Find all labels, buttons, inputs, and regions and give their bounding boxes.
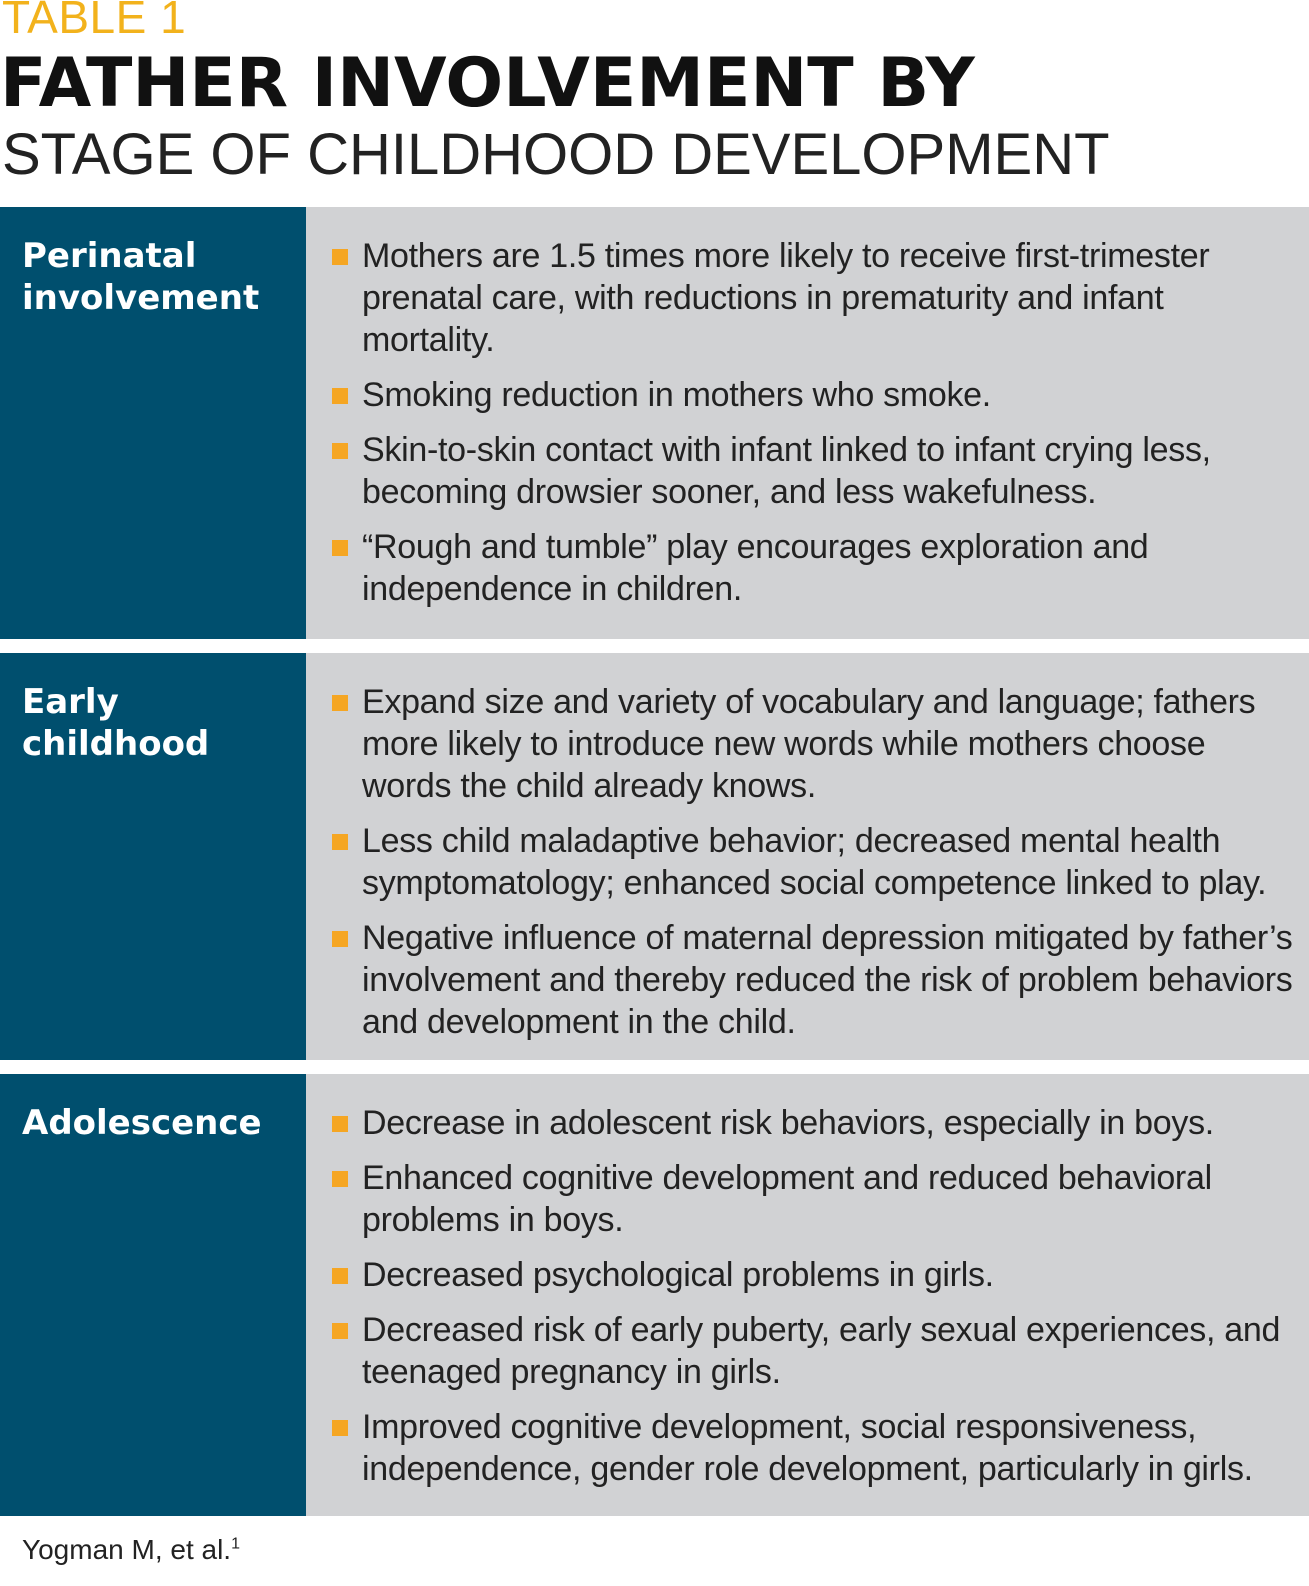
list-item	[332, 1309, 1299, 1393]
list-item-text: Decreased risk of early puberty, early sexual experiences, and teenaged pregnancy in girls.	[362, 1311, 1281, 1391]
bullet-list	[332, 1102, 1299, 1503]
list-item-text: Skin-to-skin contact with infant linked to infant crying less, becoming drowsier sooner, and less wakefulness.	[362, 431, 1211, 511]
stage-label: Adolescence	[22, 1103, 262, 1143]
bullet-list	[332, 235, 1299, 623]
square-bullet-icon	[332, 695, 348, 711]
list-item-text: Improved cognitive development, social responsiveness, independence, gender role development, particularly in girls.	[362, 1408, 1253, 1488]
content-cell	[306, 1074, 1309, 1516]
list-item	[332, 820, 1299, 904]
list-item	[332, 1254, 1299, 1296]
list-item	[332, 374, 1299, 416]
square-bullet-icon	[332, 834, 348, 850]
list-item-text: Less child maladaptive behavior; decreased mental health symptomatology; enhanced social competence linked to play.	[362, 822, 1267, 902]
square-bullet-icon	[332, 1420, 348, 1436]
list-item	[332, 1157, 1299, 1241]
citation-reference-number: 1	[231, 1535, 240, 1553]
list-item	[332, 917, 1299, 1043]
list-item	[332, 526, 1299, 610]
stage-label: Early childhood	[22, 682, 210, 764]
stage-cell	[0, 207, 306, 639]
square-bullet-icon	[332, 540, 348, 556]
bullet-list	[332, 681, 1299, 1056]
list-item-text: Smoking reduction in mothers who smoke.	[362, 376, 991, 414]
stage-cell	[0, 653, 306, 1060]
list-item-text: Mothers are 1.5 times more likely to receive first-trimester prenatal care, with reductions in prematurity and infant mortality.	[362, 237, 1210, 359]
list-item-text: Decreased psychological problems in girls.	[362, 1256, 994, 1294]
square-bullet-icon	[332, 388, 348, 404]
square-bullet-icon	[332, 249, 348, 265]
square-bullet-icon	[332, 931, 348, 947]
citation-text: Yogman M, et al.	[22, 1534, 232, 1565]
square-bullet-icon	[332, 1323, 348, 1339]
table-title: FATHER INVOLVEMENT BY	[0, 44, 975, 123]
square-bullet-icon	[332, 443, 348, 459]
list-item	[332, 681, 1299, 807]
stage-label: Perinatal involvement	[22, 236, 260, 318]
content-cell	[306, 653, 1309, 1060]
stage-cell	[0, 1074, 306, 1516]
square-bullet-icon	[332, 1116, 348, 1132]
list-item-text: Negative influence of maternal depression mitigated by father’s involvement and thereby reduced the risk of problem behaviors and development in the child.	[362, 919, 1293, 1041]
list-item-text: Expand size and variety of vocabulary and language; fathers more likely to introduce new words while mothers choose words the child already knows.	[362, 683, 1256, 805]
list-item	[332, 235, 1299, 361]
list-item	[332, 429, 1299, 513]
list-item-text: Decrease in adolescent risk behaviors, especially in boys.	[362, 1104, 1214, 1142]
list-item	[332, 1102, 1299, 1144]
list-item-text: “Rough and tumble” play encourages exploration and independence in children.	[362, 528, 1149, 608]
content-cell	[306, 207, 1309, 639]
list-item-text: Enhanced cognitive development and reduced behavioral problems in boys.	[362, 1159, 1212, 1239]
square-bullet-icon	[332, 1268, 348, 1284]
table-number-label: TABLE 1	[2, 0, 187, 43]
list-item	[332, 1406, 1299, 1490]
table-row-perinatal	[0, 207, 1309, 639]
table-row-adolescence	[0, 1074, 1309, 1516]
square-bullet-icon	[332, 1171, 348, 1187]
source-citation	[22, 1536, 240, 1564]
table-subtitle: STAGE OF CHILDHOOD DEVELOPMENT	[2, 122, 1110, 187]
table-row-early-childhood	[0, 653, 1309, 1060]
